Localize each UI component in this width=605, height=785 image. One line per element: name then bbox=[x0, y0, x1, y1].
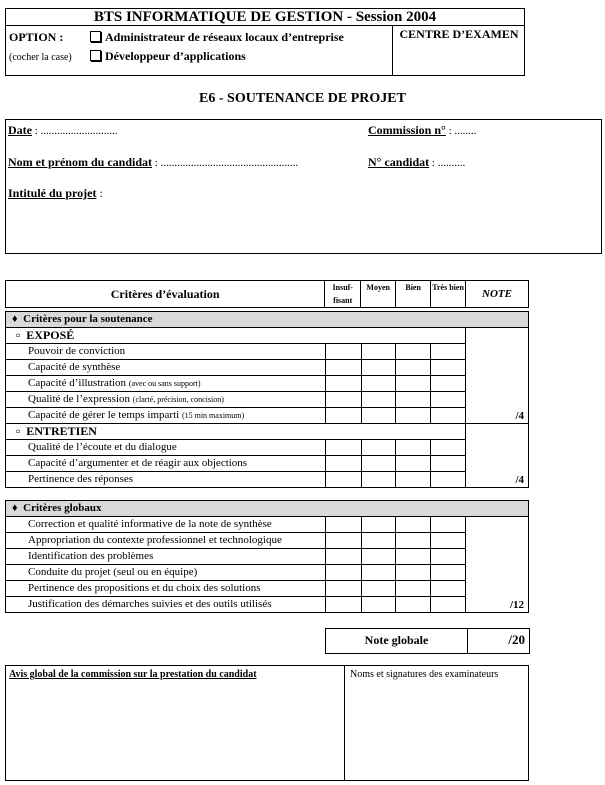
rating-cell[interactable] bbox=[361, 344, 396, 360]
rating-cell[interactable] bbox=[431, 344, 466, 360]
rating-cell[interactable] bbox=[396, 344, 431, 360]
rating-cell[interactable] bbox=[396, 376, 431, 392]
section-soutenance: ♦ Critères pour la soutenance bbox=[6, 312, 529, 328]
signatures-label[interactable]: Noms et signatures des examinateurs bbox=[350, 669, 499, 680]
rating-cell[interactable] bbox=[325, 360, 361, 376]
note-cell bbox=[466, 424, 529, 440]
rating-cell[interactable] bbox=[431, 565, 466, 581]
rating-cell[interactable] bbox=[431, 549, 466, 565]
form-title: BTS INFORMATIQUE DE GESTION - Session 2004 bbox=[5, 8, 525, 26]
criterion-row: Identification des problèmes bbox=[6, 549, 326, 565]
grid-soutenance bbox=[5, 311, 529, 488]
rating-cell[interactable] bbox=[361, 456, 396, 472]
rating-cell[interactable] bbox=[396, 549, 431, 565]
rating-cell[interactable] bbox=[431, 360, 466, 376]
sub-expose: ▫ EXPOSÉ bbox=[6, 328, 466, 344]
option-admin-label: Administrateur de réseaux locaux d’entreprise bbox=[105, 30, 344, 44]
document-title: E6 - SOUTENANCE DE PROJET bbox=[199, 91, 406, 106]
rating-cell[interactable] bbox=[361, 549, 396, 565]
commission-box bbox=[5, 665, 529, 781]
rating-cell[interactable] bbox=[361, 581, 396, 597]
col-bien: Bien bbox=[396, 281, 431, 308]
criteria-header: Critères d’évaluation bbox=[6, 281, 325, 308]
rating-cell[interactable] bbox=[431, 440, 466, 456]
grid-header bbox=[5, 280, 529, 308]
rating-cell[interactable] bbox=[361, 440, 396, 456]
criterion-row: Pertinence des propositions et du choix des solutions bbox=[6, 581, 326, 597]
rating-cell[interactable] bbox=[431, 456, 466, 472]
rating-cell[interactable] bbox=[396, 472, 431, 488]
note-cell bbox=[466, 440, 529, 456]
option-hint: (cocher la case) bbox=[9, 52, 72, 63]
rating-cell[interactable] bbox=[361, 392, 396, 408]
note-cell bbox=[466, 376, 529, 392]
rating-cell[interactable] bbox=[431, 581, 466, 597]
rating-cell[interactable] bbox=[396, 360, 431, 376]
total-box bbox=[325, 628, 530, 654]
rating-cell[interactable] bbox=[396, 517, 431, 533]
rating-cell[interactable] bbox=[431, 376, 466, 392]
total-score: /20 bbox=[508, 632, 525, 647]
rating-cell[interactable] bbox=[361, 597, 396, 613]
checkbox-icon[interactable] bbox=[90, 31, 101, 42]
col-moyen: Moyen bbox=[361, 281, 396, 308]
criterion-row: Capacité d’illustration (avec ou sans support) bbox=[6, 376, 326, 392]
col-note: NOTE bbox=[466, 281, 529, 308]
note-cell bbox=[466, 344, 529, 360]
rating-cell[interactable] bbox=[325, 565, 361, 581]
note-cell bbox=[466, 456, 529, 472]
option-dev[interactable] bbox=[90, 49, 246, 64]
criterion-row: Pouvoir de conviction bbox=[6, 344, 326, 360]
rating-cell[interactable] bbox=[396, 581, 431, 597]
note-cell bbox=[466, 549, 529, 565]
section-globaux: ♦ Critères globaux bbox=[6, 501, 529, 517]
criterion-row: Correction et qualité informative de la note de synthèse bbox=[6, 517, 326, 533]
option-label: OPTION : bbox=[9, 30, 64, 44]
criterion-row: Capacité de gérer le temps imparti (15 min maximum) bbox=[6, 408, 326, 424]
rating-cell[interactable] bbox=[431, 472, 466, 488]
note-cell bbox=[466, 392, 529, 408]
rating-cell[interactable] bbox=[325, 344, 361, 360]
exam-center: CENTRE D’EXAMEN bbox=[392, 26, 525, 76]
rating-cell[interactable] bbox=[361, 408, 396, 424]
note-cell bbox=[466, 517, 529, 533]
rating-cell[interactable] bbox=[396, 440, 431, 456]
rating-cell[interactable] bbox=[325, 517, 361, 533]
rating-cell[interactable] bbox=[396, 456, 431, 472]
rating-cell[interactable] bbox=[361, 376, 396, 392]
option-dev-label: Développeur d’applications bbox=[105, 49, 246, 63]
entretien-score: /4 bbox=[466, 472, 529, 488]
note-cell bbox=[466, 328, 529, 344]
rating-cell[interactable] bbox=[396, 533, 431, 549]
rating-cell[interactable] bbox=[325, 456, 361, 472]
rating-cell[interactable] bbox=[431, 517, 466, 533]
divider bbox=[344, 665, 345, 781]
criterion-row: Qualité de l’écoute et du dialogue bbox=[6, 440, 326, 456]
option-admin[interactable] bbox=[90, 30, 344, 45]
rating-cell[interactable] bbox=[361, 472, 396, 488]
criterion-row: Capacité de synthèse bbox=[6, 360, 326, 376]
date-field[interactable]: Date : ............................ bbox=[8, 123, 118, 137]
rating-cell[interactable] bbox=[325, 408, 361, 424]
rating-cell[interactable] bbox=[325, 472, 361, 488]
rating-cell[interactable] bbox=[325, 549, 361, 565]
rating-cell[interactable] bbox=[325, 597, 361, 613]
rating-cell[interactable] bbox=[325, 392, 361, 408]
col-tres: Très bien bbox=[431, 281, 466, 308]
sub-entretien: ▫ ENTRETIEN bbox=[6, 424, 466, 440]
rating-cell[interactable] bbox=[396, 408, 431, 424]
rating-cell[interactable] bbox=[361, 517, 396, 533]
rating-cell[interactable] bbox=[361, 360, 396, 376]
rating-cell[interactable] bbox=[325, 581, 361, 597]
rating-cell[interactable] bbox=[431, 392, 466, 408]
expose-score: /4 bbox=[466, 408, 529, 424]
rating-cell[interactable] bbox=[325, 440, 361, 456]
globaux-score: /12 bbox=[466, 597, 529, 613]
grid-globaux bbox=[5, 500, 529, 613]
note-cell bbox=[466, 533, 529, 549]
col-insuf: Insuf-fisant bbox=[325, 281, 361, 308]
criterion-row: Appropriation du contexte professionnel et technologique bbox=[6, 533, 326, 549]
rating-cell[interactable] bbox=[325, 376, 361, 392]
rating-cell[interactable] bbox=[361, 533, 396, 549]
avis-label[interactable]: Avis global de la commission sur la prestation du candidat bbox=[9, 669, 257, 680]
criterion-row: Capacité d’argumenter et de réagir aux objections bbox=[6, 456, 326, 472]
commission-field[interactable]: Commission n° : ........ bbox=[368, 123, 477, 137]
rating-cell[interactable] bbox=[396, 597, 431, 613]
rating-cell[interactable] bbox=[396, 565, 431, 581]
rating-cell[interactable] bbox=[325, 533, 361, 549]
criterion-row: Conduite du projet (seul ou en équipe) bbox=[6, 565, 326, 581]
rating-cell[interactable] bbox=[361, 565, 396, 581]
note-cell bbox=[466, 360, 529, 376]
criterion-row: Pertinence des réponses bbox=[6, 472, 326, 488]
checkbox-icon[interactable] bbox=[90, 50, 101, 61]
rating-cell[interactable] bbox=[396, 392, 431, 408]
criterion-row: Qualité de l’expression (clarté, précision, concision) bbox=[6, 392, 326, 408]
rating-cell[interactable] bbox=[431, 597, 466, 613]
criterion-row: Justification des démarches suivies et des outils utilisés bbox=[6, 597, 326, 613]
candidate-number-field[interactable]: N° candidat : .......... bbox=[368, 155, 466, 169]
note-cell bbox=[466, 581, 529, 597]
project-title-field[interactable]: Intitulé du projet : bbox=[8, 186, 103, 200]
name-field[interactable]: Nom et prénom du candidat : .................................................. bbox=[8, 155, 299, 169]
total-label: Note globale bbox=[326, 629, 468, 653]
rating-cell[interactable] bbox=[431, 408, 466, 424]
note-cell bbox=[466, 565, 529, 581]
rating-cell[interactable] bbox=[431, 533, 466, 549]
